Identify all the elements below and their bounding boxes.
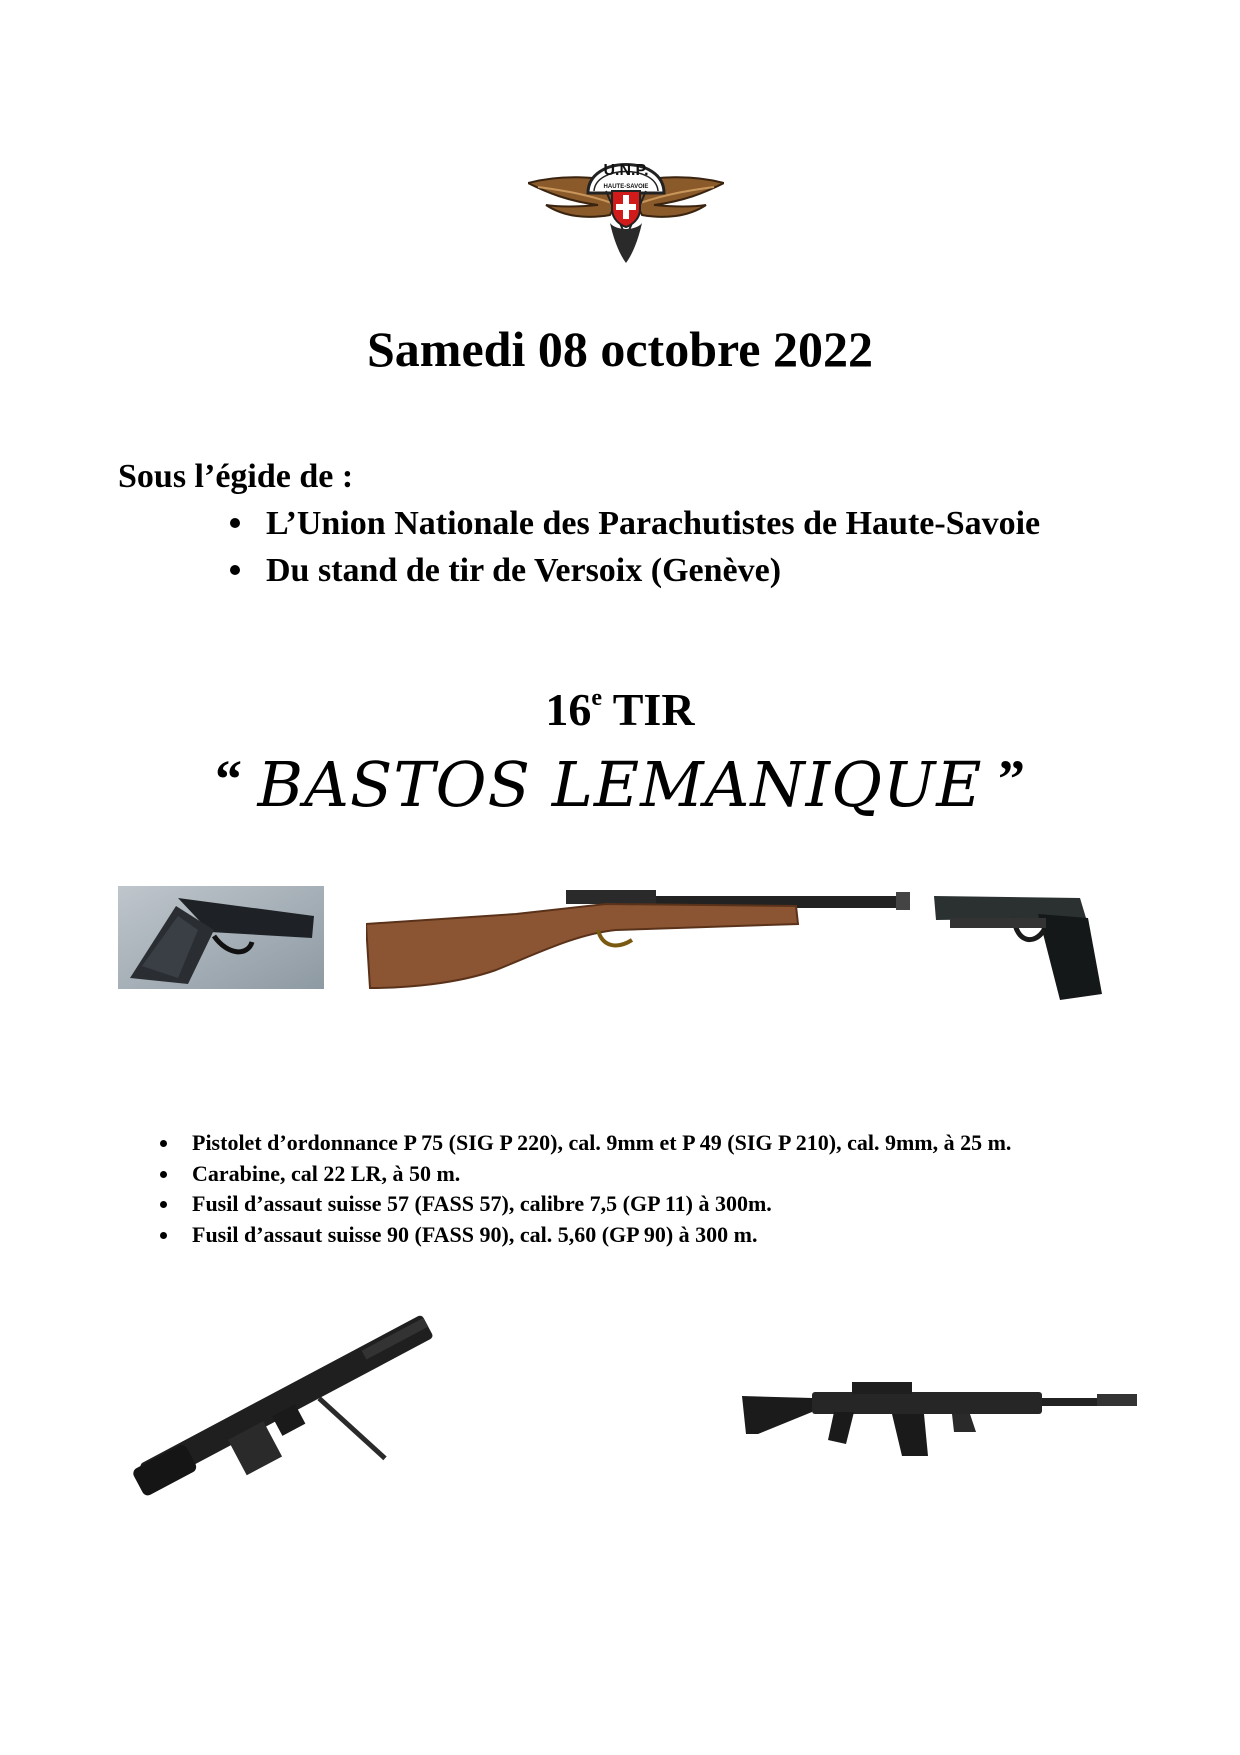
weapons-list [150,1128,1011,1250]
event-date: Samedi 08 octobre 2022 [367,321,873,377]
sponsor-list [228,500,1040,594]
event-title: “ BASTOS LEMANIQUE ” [215,748,1025,821]
svg-text:U.N.P.: U.N.P. [603,162,649,179]
fass90-rifle-image [742,1368,1140,1460]
egide-label: Sous l’égide de : [118,458,354,495]
bullet-icon [160,1140,167,1147]
carabine-22lr-image [366,884,912,992]
svg-text:HAUTE-SAVOIE: HAUTE-SAVOIE [603,184,649,190]
sponsor-item: Du stand de tir de Versoix (Genève) [228,547,1040,594]
bullet-icon [160,1171,167,1178]
fass57-rifle-image [118,1290,448,1520]
bullet-icon [160,1232,167,1239]
bullet-icon [230,565,240,575]
event-edition: 16e TIR [545,684,695,735]
unp-logo [528,145,724,263]
pistol-p49-image [930,890,1102,1002]
bullet-icon [160,1201,167,1208]
weapon-item: Fusil d’assaut suisse 90 (FASS 90), cal. 5,60 (GP 90) à 300 m. [150,1220,1011,1251]
bullet-icon [230,518,240,528]
sponsor-item: L’Union Nationale des Parachutistes de Haute-Savoie [228,500,1040,547]
weapon-item: Fusil d’assaut suisse 57 (FASS 57), calibre 7,5 (GP 11) à 300m. [150,1189,1011,1220]
weapon-item: Pistolet d’ordonnance P 75 (SIG P 220), cal. 9mm et P 49 (SIG P 210), cal. 9mm, à 25 m. [150,1128,1011,1159]
weapon-item: Carabine, cal 22 LR, à 50 m. [150,1159,1011,1190]
pistol-p75-image [118,886,324,989]
